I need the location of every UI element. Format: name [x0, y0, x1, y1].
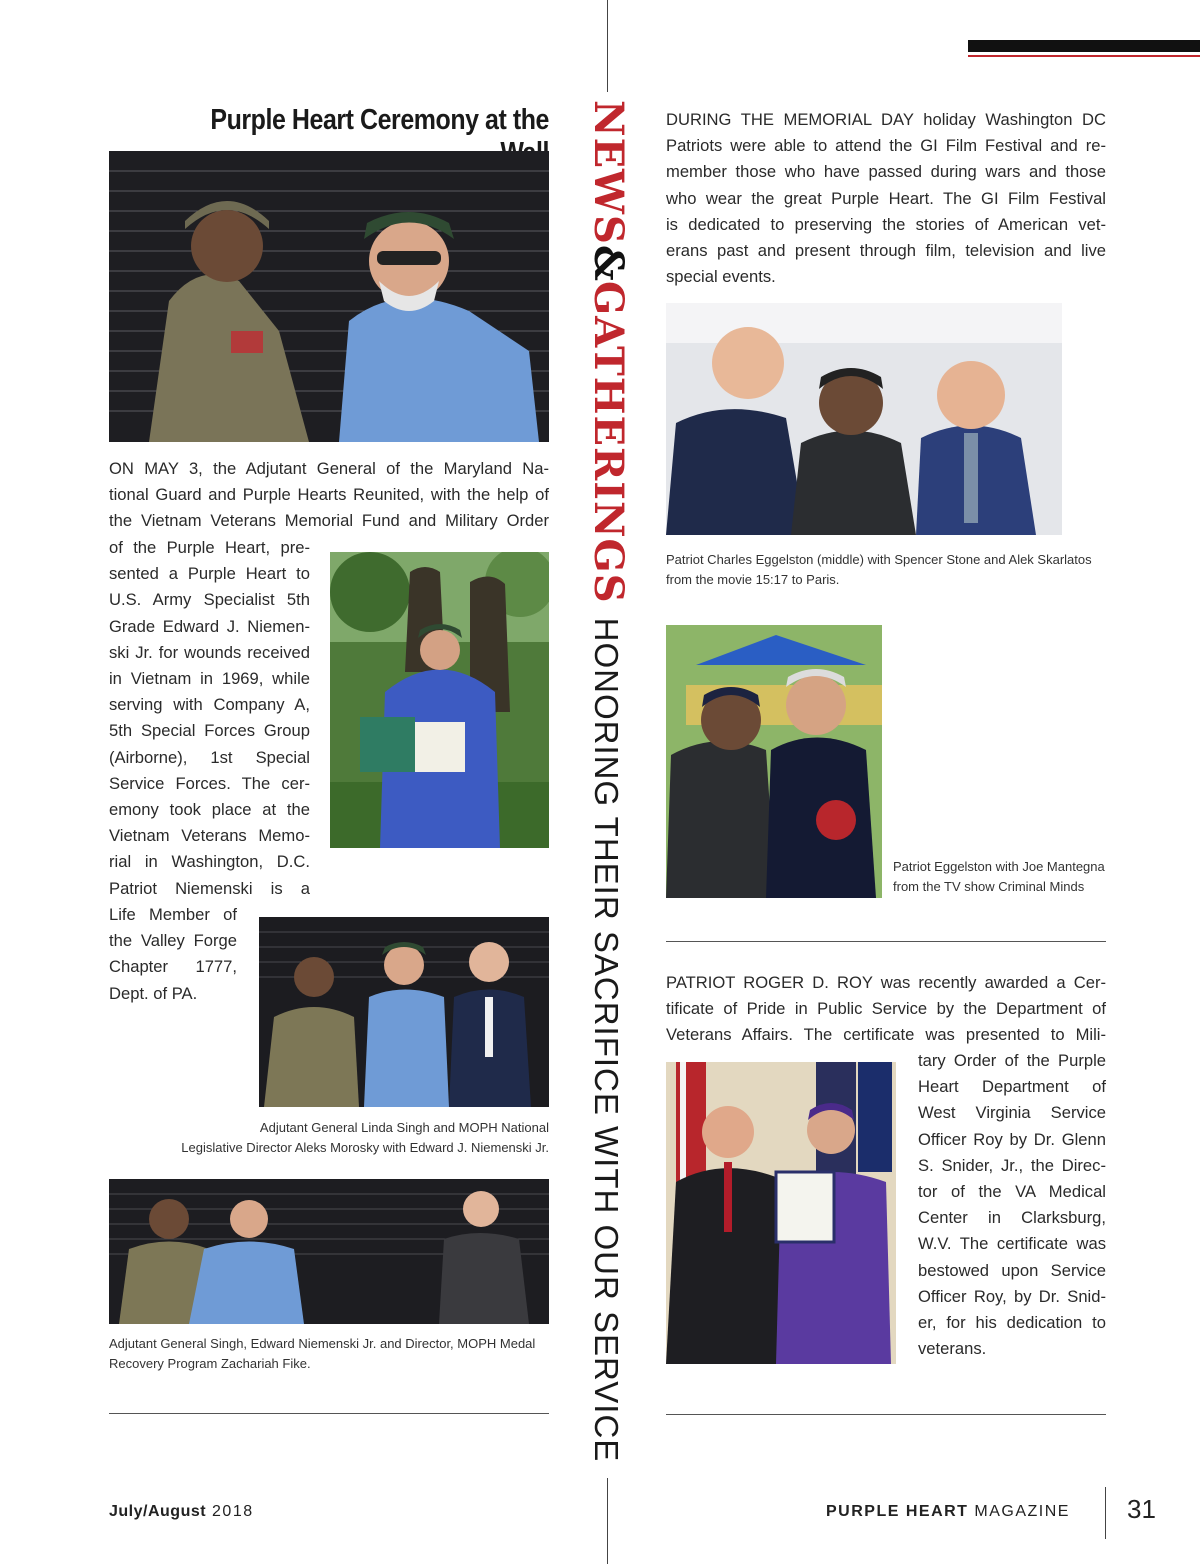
header-rule-red: [968, 55, 1200, 57]
photo-three-soldiers-statue: [330, 552, 549, 848]
right-caption-2: Patriot Eggelston with Joe Mantegna from the TV show Criminal Minds: [893, 859, 1105, 894]
right-bottom-rule: [666, 1414, 1106, 1415]
footer-issue-date: July/August 2018: [109, 1503, 254, 1520]
photo-group-at-wall: [259, 917, 549, 1107]
footer-magazine-name: PURPLE HEART MAGAZINE: [826, 1503, 1070, 1520]
center-divider-top: [607, 0, 608, 92]
photo-eggelston-mantegna: [666, 625, 882, 898]
right-paragraph-film-festival: DURING THE MEMORIAL DAY holiday Washington DC Patriots were able to attend the GI Film Festival and re- member those who have passed during wars and those who wear the great Purple Heart. The GI Film Festival is dedicated to preserving the stories of American vet- erans past and present through film, television and live special events.: [666, 110, 1106, 287]
footer-divider: [1105, 1487, 1106, 1539]
left-caption-2: Adjutant General Singh, Edward Niemenski Jr. and Director, MOPH Medal Recovery Program Zachariah Fike.: [109, 1336, 536, 1371]
article-title: Purple Heart Ceremony at the: [210, 104, 549, 136]
right-middle-rule: [666, 941, 1106, 942]
right-paragraph-roy-wrap: tary Order of the Purple Heart Department of West Virginia Service Officer Roy by Dr. Glenn S. Snider, Jr., the Direc- tor of the VA Medical Center in Clarksburg, W.V. The certificate was bestowed upon Service Officer Roy, by Dr. Snid- er, for his dedication to veterans.: [918, 1051, 1106, 1359]
banner-subtitle: HONORING THEIR SACRIFICE WITH OUR SERVICE: [588, 617, 625, 1463]
left-paragraph-wrap-narrow: Life Member of the Valley Forge Chapter 1777, Dept. of PA.: [109, 905, 237, 1003]
photo-pinning-ceremony: [109, 151, 549, 442]
banner-ampersand: &: [585, 244, 632, 281]
center-divider-bottom: [607, 1478, 608, 1564]
banner-news: NEWS: [585, 100, 632, 245]
header-rule-black: [968, 40, 1200, 52]
left-caption-1: Adjutant General Linda Singh and MOPH National Legislative Director Aleks Morosky with Edward J. Niemenski Jr.: [181, 1120, 549, 1155]
right-caption-1: Patriot Charles Eggelston (middle) with Spencer Stone and Alek Skarlatos from the movie 15:17 to Paris.: [666, 552, 1092, 587]
left-paragraph-intro: ON MAY 3, the Adjutant General of the Maryland Na- tional Guard and Purple Hearts Reunited, with the help of the Vietnam Veterans Memorial Fund and Military Order: [109, 459, 549, 531]
photo-certificate-presentation: [666, 1062, 896, 1364]
banner-gatherings: GATHERINGS: [585, 280, 632, 604]
photo-conversation-at-wall: [109, 1179, 549, 1324]
right-paragraph-roy: PATRIOT ROGER D. ROY was recently awarded a Cer- tificate of Pride in Public Service by the Department of Veterans Affairs. The certificate was presented to Mili-: [666, 973, 1106, 1045]
page-number: 31: [1127, 1494, 1156, 1524]
photo-eggelston-stone-skarlatos: [666, 303, 1062, 535]
section-banner-vertical: [585, 100, 632, 1463]
left-bottom-rule: [109, 1413, 549, 1414]
left-paragraph-wrap: of the Purple Heart, pre- sented a Purple Heart to U.S. Army Specialist 5th Grade Edward J. Niemen- ski Jr. for wounds received in Vietnam in 1969, while serving with Company A, 5th Special Forces Group (Airborne), 1st Special Service Forces. The cer- emony took place at the Vietnam Veterans Memo- rial in Washington, D.C. Patriot Niemenski is a: [109, 538, 310, 898]
